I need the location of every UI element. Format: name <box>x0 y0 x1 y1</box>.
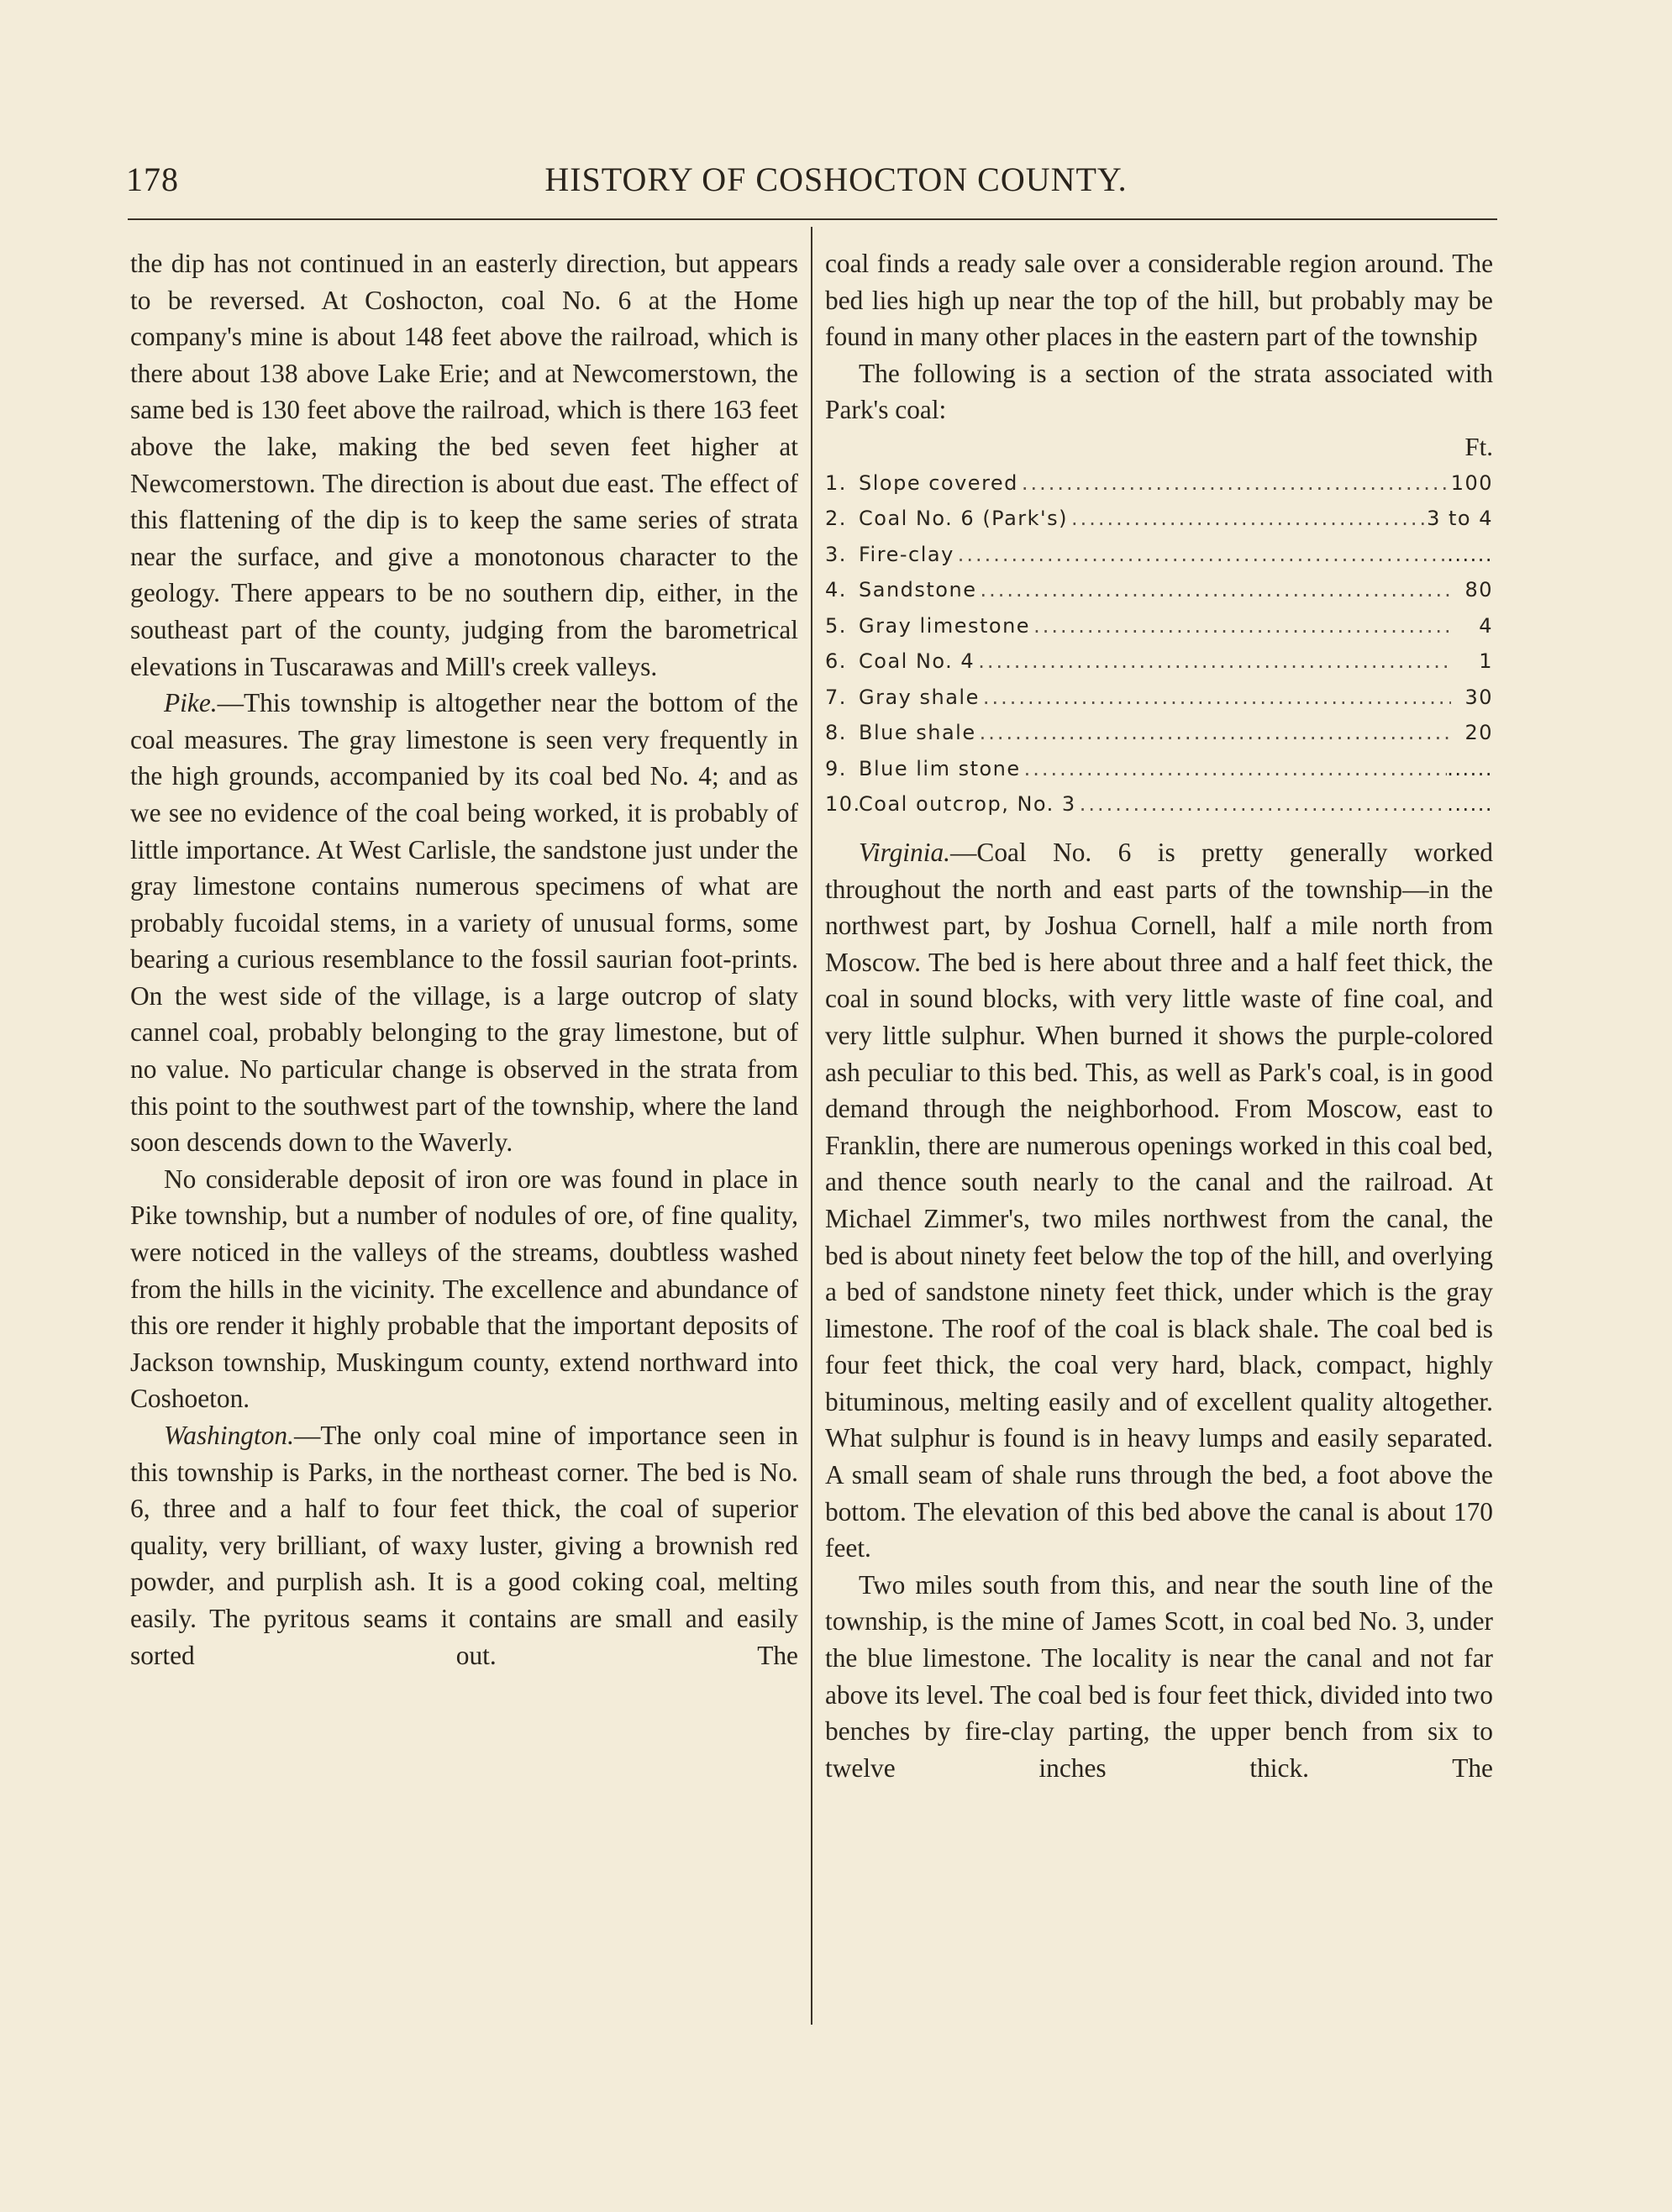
section-heading-pike: Pike. <box>164 688 218 718</box>
strata-number: 4. <box>825 578 847 602</box>
strata-thickness: 100 <box>1450 470 1493 495</box>
strata-number: 7. <box>825 685 847 709</box>
strata-row <box>825 465 1493 502</box>
strata-thickness: ...... <box>1447 792 1493 817</box>
strata-number: 9. <box>825 756 847 780</box>
strata-number: 3. <box>825 542 847 566</box>
leader-dots <box>1018 465 1451 502</box>
paragraph-text: —The only coal mine of importance seen in this township is Parks, in the northeast corner. The bed is No. 6, three and a half to four feet thick, the coal of superior quality, very brilliant, of waxy luster, giving a brownish red powder, and purplish ash. It is a good coking coal, melting easily. The pyritous seams it contains are small and easily sorted out. The <box>130 1421 798 1670</box>
strata-unit-label: Ft. <box>1464 431 1493 461</box>
strata-row <box>825 537 1493 573</box>
strata-number: 2. <box>825 507 847 531</box>
paragraph <box>130 1417 798 1673</box>
strata-name: Blue lim stone <box>859 756 1021 780</box>
paragraph: The following is a section of the strata associated with Park's coal: <box>825 358 1493 425</box>
column-rule <box>811 227 812 2025</box>
header-rule <box>128 218 1497 220</box>
strata-name: Coal outcrop, No. 3 <box>859 792 1076 817</box>
strata-thickness: 1 <box>1479 649 1493 674</box>
section-heading-virginia: Virginia. <box>859 837 950 867</box>
strata-row <box>825 572 1493 608</box>
strata-number: 5. <box>825 613 847 638</box>
leader-dots <box>976 572 1451 608</box>
paragraph-text: —Coal No. 6 is pretty generally worked throughout the north and east parts of the township—in the northwest part, by Joshua Cornell, half a mile north from Moscow. The bed is here about three and a half feet thick, the coal in sound blocks, with very little waste of fine coal, and very little sulphur. When burned it shows the purple-colored ash peculiar to this bed. This, as well as Park's coal, is in good demand through the neighborhood. From Moscow, east to Franklin, there are numerous openings worked in this coal bed, and thence south nearly to the canal and the railroad. At Michael Zimmer's, two miles northwest from the canal, the bed is about ninety feet below the top of the hill, and overlying a bed of sandstone ninety feet thick, under which is the gray limestone. The roof of the coal is black shale. The coal bed is four feet thick, the coal very hard, black, compact, highly bituminous, melting easily and of excellent quality altogether. What sulphur is found is in heavy lumps and easily separated. A small seam of shale runs through the bed, a foot above the bottom. The elevation of this bed above the canal is about 170 feet. <box>825 837 1493 1563</box>
paragraph-text: —This township is altogether near the bottom of the coal measures. The gray limestone is seen very frequently in the high grounds, accompanied by its coal bed No. 4; and as we see no evidence of the coal being worked, it is probably of little importance. At West Carlisle, the sandstone just under the gray limestone contains numerous specimens of what are probably fucoidal stems, in a variety of unusual forms, some bearing a curious resemblance to the fossil saurian foot-prints. On the west side of the village, is a large outcrop of slaty cannel coal, probably belonging to the gray limestone, but of no value. No particular change is observed in the strata from this point to the southwest part of the township, where the land soon descends down to the Waverly. <box>130 688 798 1158</box>
strata-row <box>825 786 1493 822</box>
leader-dots <box>1068 501 1427 537</box>
strata-name: Gray limestone <box>859 613 1031 638</box>
strata-number: 10. <box>825 792 861 817</box>
strata-number: 6. <box>825 649 847 674</box>
strata-name: Slope covered <box>859 470 1018 495</box>
strata-name: Blue shale <box>859 721 976 745</box>
strata-thickness: 20 <box>1464 721 1493 745</box>
strata-table <box>825 465 1493 822</box>
strata-row <box>825 751 1493 787</box>
section-heading-washington: Washington. <box>164 1421 294 1450</box>
strata-row <box>825 608 1493 644</box>
strata-row <box>825 715 1493 751</box>
leader-dots <box>954 537 1447 573</box>
strata-thickness: ...... <box>1447 542 1493 566</box>
left-column <box>130 245 798 1673</box>
strata-name: Fire-clay <box>859 542 954 566</box>
strata-row <box>825 680 1493 716</box>
leader-dots <box>980 680 1451 716</box>
leader-dots <box>976 715 1451 751</box>
paragraph <box>130 685 798 1161</box>
strata-name: Gray shale <box>859 685 980 709</box>
strata-row <box>825 644 1493 680</box>
strata-thickness: 80 <box>1464 578 1493 602</box>
page-number: 178 <box>126 160 179 198</box>
paragraph <box>825 834 1493 1567</box>
leader-dots <box>1030 608 1451 644</box>
leader-dots <box>1076 786 1448 822</box>
running-head: HISTORY OF COSHOCTON COUNTY. <box>544 160 1128 198</box>
paragraph: coal finds a ready sale over a considerable region around. The bed lies high up near the top of the hill, but probably may be found in many other places in the eastern part of the township <box>825 249 1493 352</box>
strata-name: Coal No. 6 (Park's) <box>859 507 1069 531</box>
paragraph: Two miles south from this, and near the south line of the township, is the mine of James Scott, in coal bed No. 3, under the blue limestone. The locality is near the canal and not far above its level. The coal bed is four feet thick, divided into two benches by fire-clay parting, the upper bench from six to twelve inches thick. The <box>825 1569 1493 1783</box>
strata-thickness: 3 to 4 <box>1427 507 1493 531</box>
leader-dots <box>975 644 1451 680</box>
strata-thickness: 30 <box>1464 685 1493 709</box>
strata-name: Sandstone <box>859 578 977 602</box>
strata-row <box>825 501 1493 537</box>
leader-dots <box>1021 751 1448 787</box>
strata-number: 8. <box>825 721 847 745</box>
paragraph: the dip has not continued in an easterly direction, but appears to be reversed. At Coshocton, coal No. 6 at the Home company's mine is about 148 feet above the railroad, which is there about 138 above Lake Erie; and at Newcomerstown, the same bed is 130 feet above the railroad, which is there 163 feet above the lake, making the bed seven feet higher at Newcomerstown. The direction is about due east. The effect of this flattening of the dip is to keep the same series of strata near the surface, and give a monotonous character to the geology. There appears to be no southern dip, either, in the southeast part of the county, judging from the barometrical elevations in Tuscarawas and Mill's creek valleys. <box>130 249 798 681</box>
strata-thickness: 4 <box>1479 613 1493 638</box>
strata-thickness: ...... <box>1447 756 1493 780</box>
strata-name: Coal No. 4 <box>859 649 975 674</box>
paragraph: No considerable deposit of iron ore was found in place in Pike township, but a number of nodules of ore, of fine quality, were noticed in the valleys of the streams, doubtless washed from the hills in the vicinity. The excellence and abundance of this ore render it highly probable that the important deposits of Jackson township, Muskingum county, extend northward into Coshoeton. <box>130 1164 798 1414</box>
right-column <box>825 245 1493 1786</box>
strata-number: 1. <box>825 470 847 495</box>
